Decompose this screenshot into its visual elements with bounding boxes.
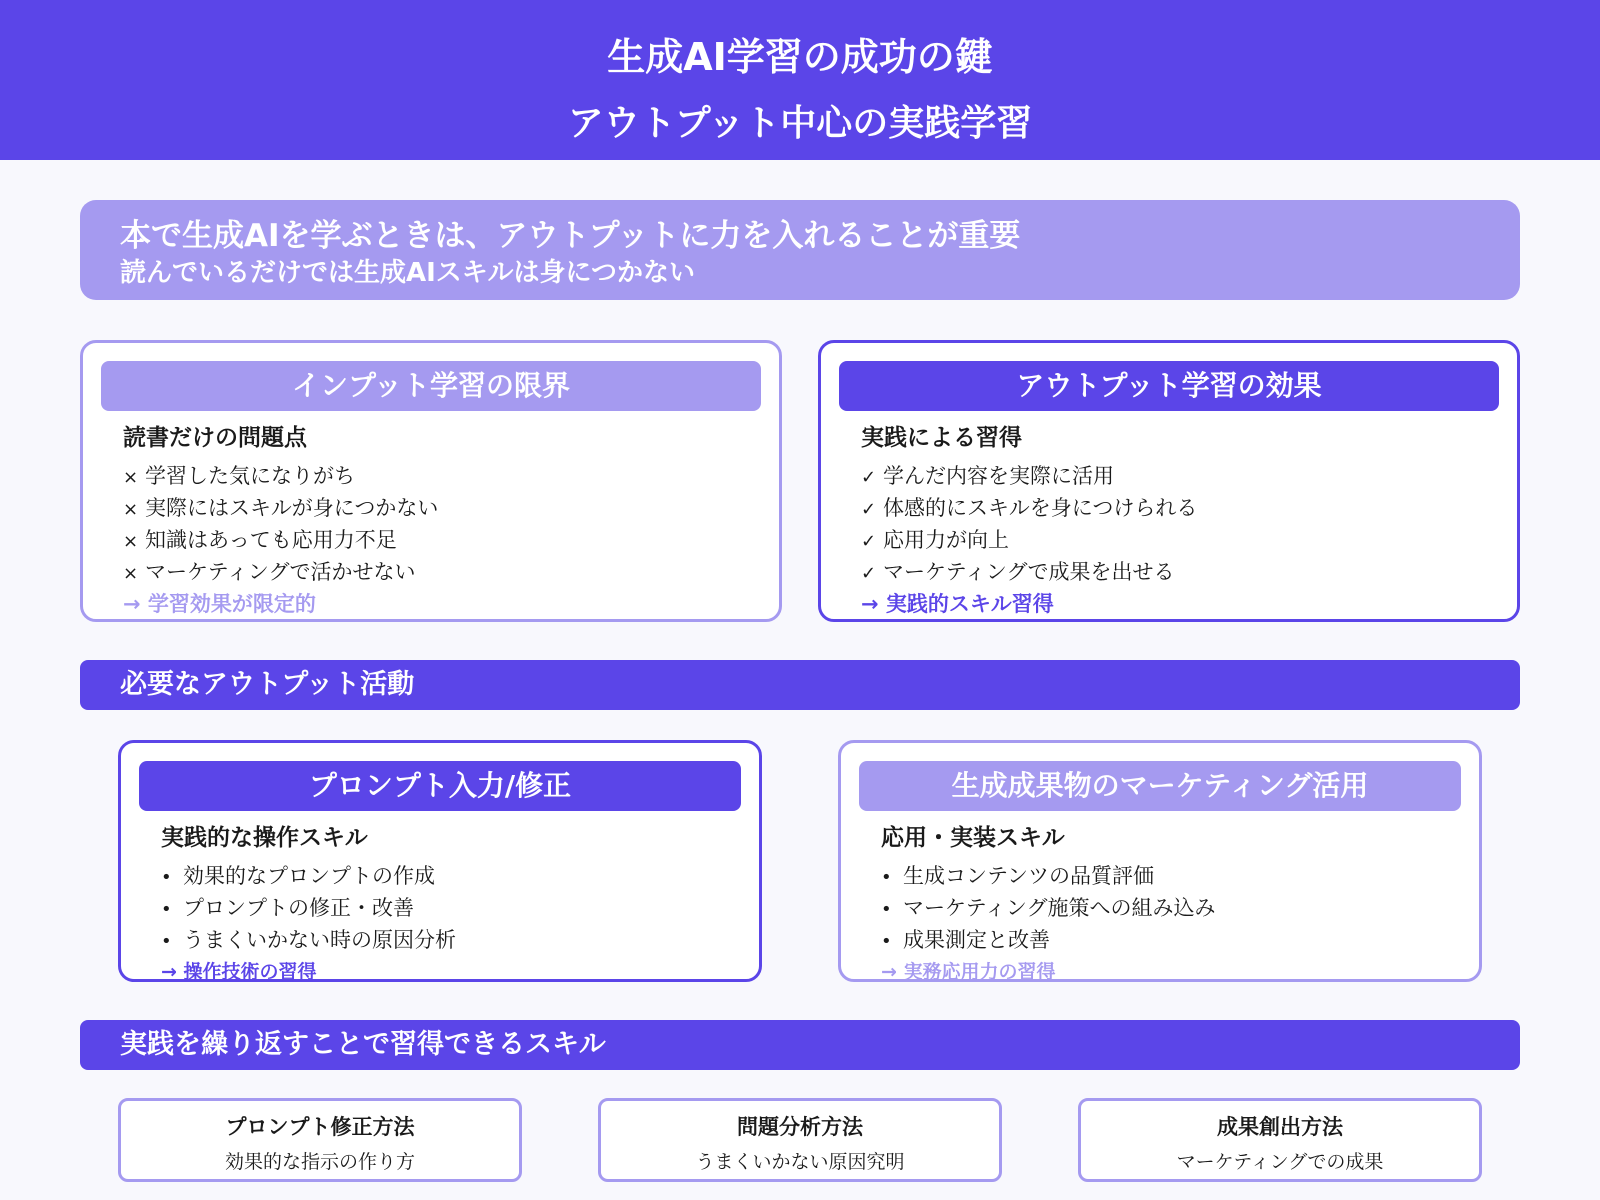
- check-icon: ✓: [861, 467, 877, 488]
- output-card-list: [861, 461, 1197, 619]
- input-learning-card: [80, 340, 782, 622]
- output-card-subtitle: 実践による習得: [861, 425, 1022, 451]
- skill-title: 成果創出方法: [1217, 1115, 1343, 1139]
- skill-box-problem-analysis: [598, 1098, 1002, 1182]
- list-item: • マーケティング施策への組み込み: [881, 893, 1215, 925]
- output-card-result: → 実践的スキル習得: [861, 592, 1054, 616]
- input-card-title: インプット学習の限界: [101, 361, 761, 411]
- list-item: • 効果的なプロンプトの作成: [161, 861, 456, 893]
- bullet-icon: •: [161, 899, 172, 920]
- prompt-card-list: [161, 861, 456, 987]
- page-title: 生成AI学習の成功の鍵: [607, 35, 993, 79]
- list-item: ✓ 応用力が向上: [861, 525, 1197, 557]
- check-icon: ✓: [861, 531, 877, 552]
- list-item: ✓ 体感的にスキルを身につけられる: [861, 493, 1197, 525]
- skill-title: 問題分析方法: [737, 1115, 863, 1139]
- cross-icon: ×: [123, 499, 139, 520]
- banner-line-2: 読んでいるだけでは生成AIスキルは身につかない: [120, 258, 696, 288]
- cross-icon: ×: [123, 563, 139, 584]
- list-item: • 成果測定と改善: [881, 925, 1215, 957]
- output-learning-card: [818, 340, 1520, 622]
- page-subtitle: アウトプット中心の実践学習: [567, 103, 1033, 144]
- check-icon: ✓: [861, 563, 877, 584]
- cross-icon: ×: [123, 531, 139, 552]
- skill-desc: うまくいかない原因究明: [695, 1151, 905, 1173]
- list-item: × 知識はあっても応用力不足: [123, 525, 438, 557]
- list-item: ✓ 学んだ内容を実際に活用: [861, 461, 1197, 493]
- list-item: • うまくいかない時の原因分析: [161, 925, 456, 957]
- list-item: × 実際にはスキルが身につかない: [123, 493, 438, 525]
- input-card-result: → 学習効果が限定的: [123, 592, 316, 616]
- bullet-icon: •: [161, 931, 172, 952]
- marketing-card-title: 生成成果物のマーケティング活用: [859, 761, 1461, 811]
- skill-title: プロンプト修正方法: [225, 1115, 415, 1139]
- list-item: × 学習した気になりがち: [123, 461, 438, 493]
- skill-desc: 効果的な指示の作り方: [224, 1151, 415, 1173]
- marketing-card-subtitle: 応用・実装スキル: [881, 825, 1065, 851]
- list-item: × マーケティングで活かせない: [123, 557, 438, 589]
- list-item: ✓ マーケティングで成果を出せる: [861, 557, 1197, 589]
- section-acquired-skills: 実践を繰り返すことで習得できるスキル: [80, 1020, 1520, 1070]
- skill-box-prompt-fix: [118, 1098, 522, 1182]
- cross-icon: ×: [123, 467, 139, 488]
- bullet-icon: •: [881, 931, 892, 952]
- check-icon: ✓: [861, 499, 877, 520]
- skill-desc: マーケティングでの成果: [1176, 1151, 1384, 1173]
- marketing-card: [838, 740, 1482, 982]
- section-required-output: 必要なアウトプット活動: [80, 660, 1520, 710]
- output-card-title: アウトプット学習の効果: [839, 361, 1499, 411]
- list-item: • 生成コンテンツの品質評価: [881, 861, 1215, 893]
- prompt-card: [118, 740, 762, 982]
- marketing-card-list: [881, 861, 1215, 987]
- input-card-subtitle: 読書だけの問題点: [123, 425, 307, 451]
- input-card-list: [123, 461, 438, 619]
- prompt-card-title: プロンプト入力/修正: [139, 761, 741, 811]
- key-message-banner: [80, 200, 1520, 300]
- prompt-card-result: → 操作技術の習得: [161, 961, 317, 983]
- bullet-icon: •: [881, 899, 892, 920]
- header: [0, 0, 1600, 160]
- prompt-card-subtitle: 実践的な操作スキル: [161, 825, 368, 851]
- bullet-icon: •: [161, 867, 172, 888]
- bullet-icon: •: [881, 867, 892, 888]
- marketing-card-result: → 実務応用力の習得: [881, 961, 1056, 983]
- list-item: • プロンプトの修正・改善: [161, 893, 456, 925]
- banner-line-1: 本で生成AIを学ぶときは、アウトプットに力を入れることが重要: [120, 218, 1021, 254]
- skill-box-results: [1078, 1098, 1482, 1182]
